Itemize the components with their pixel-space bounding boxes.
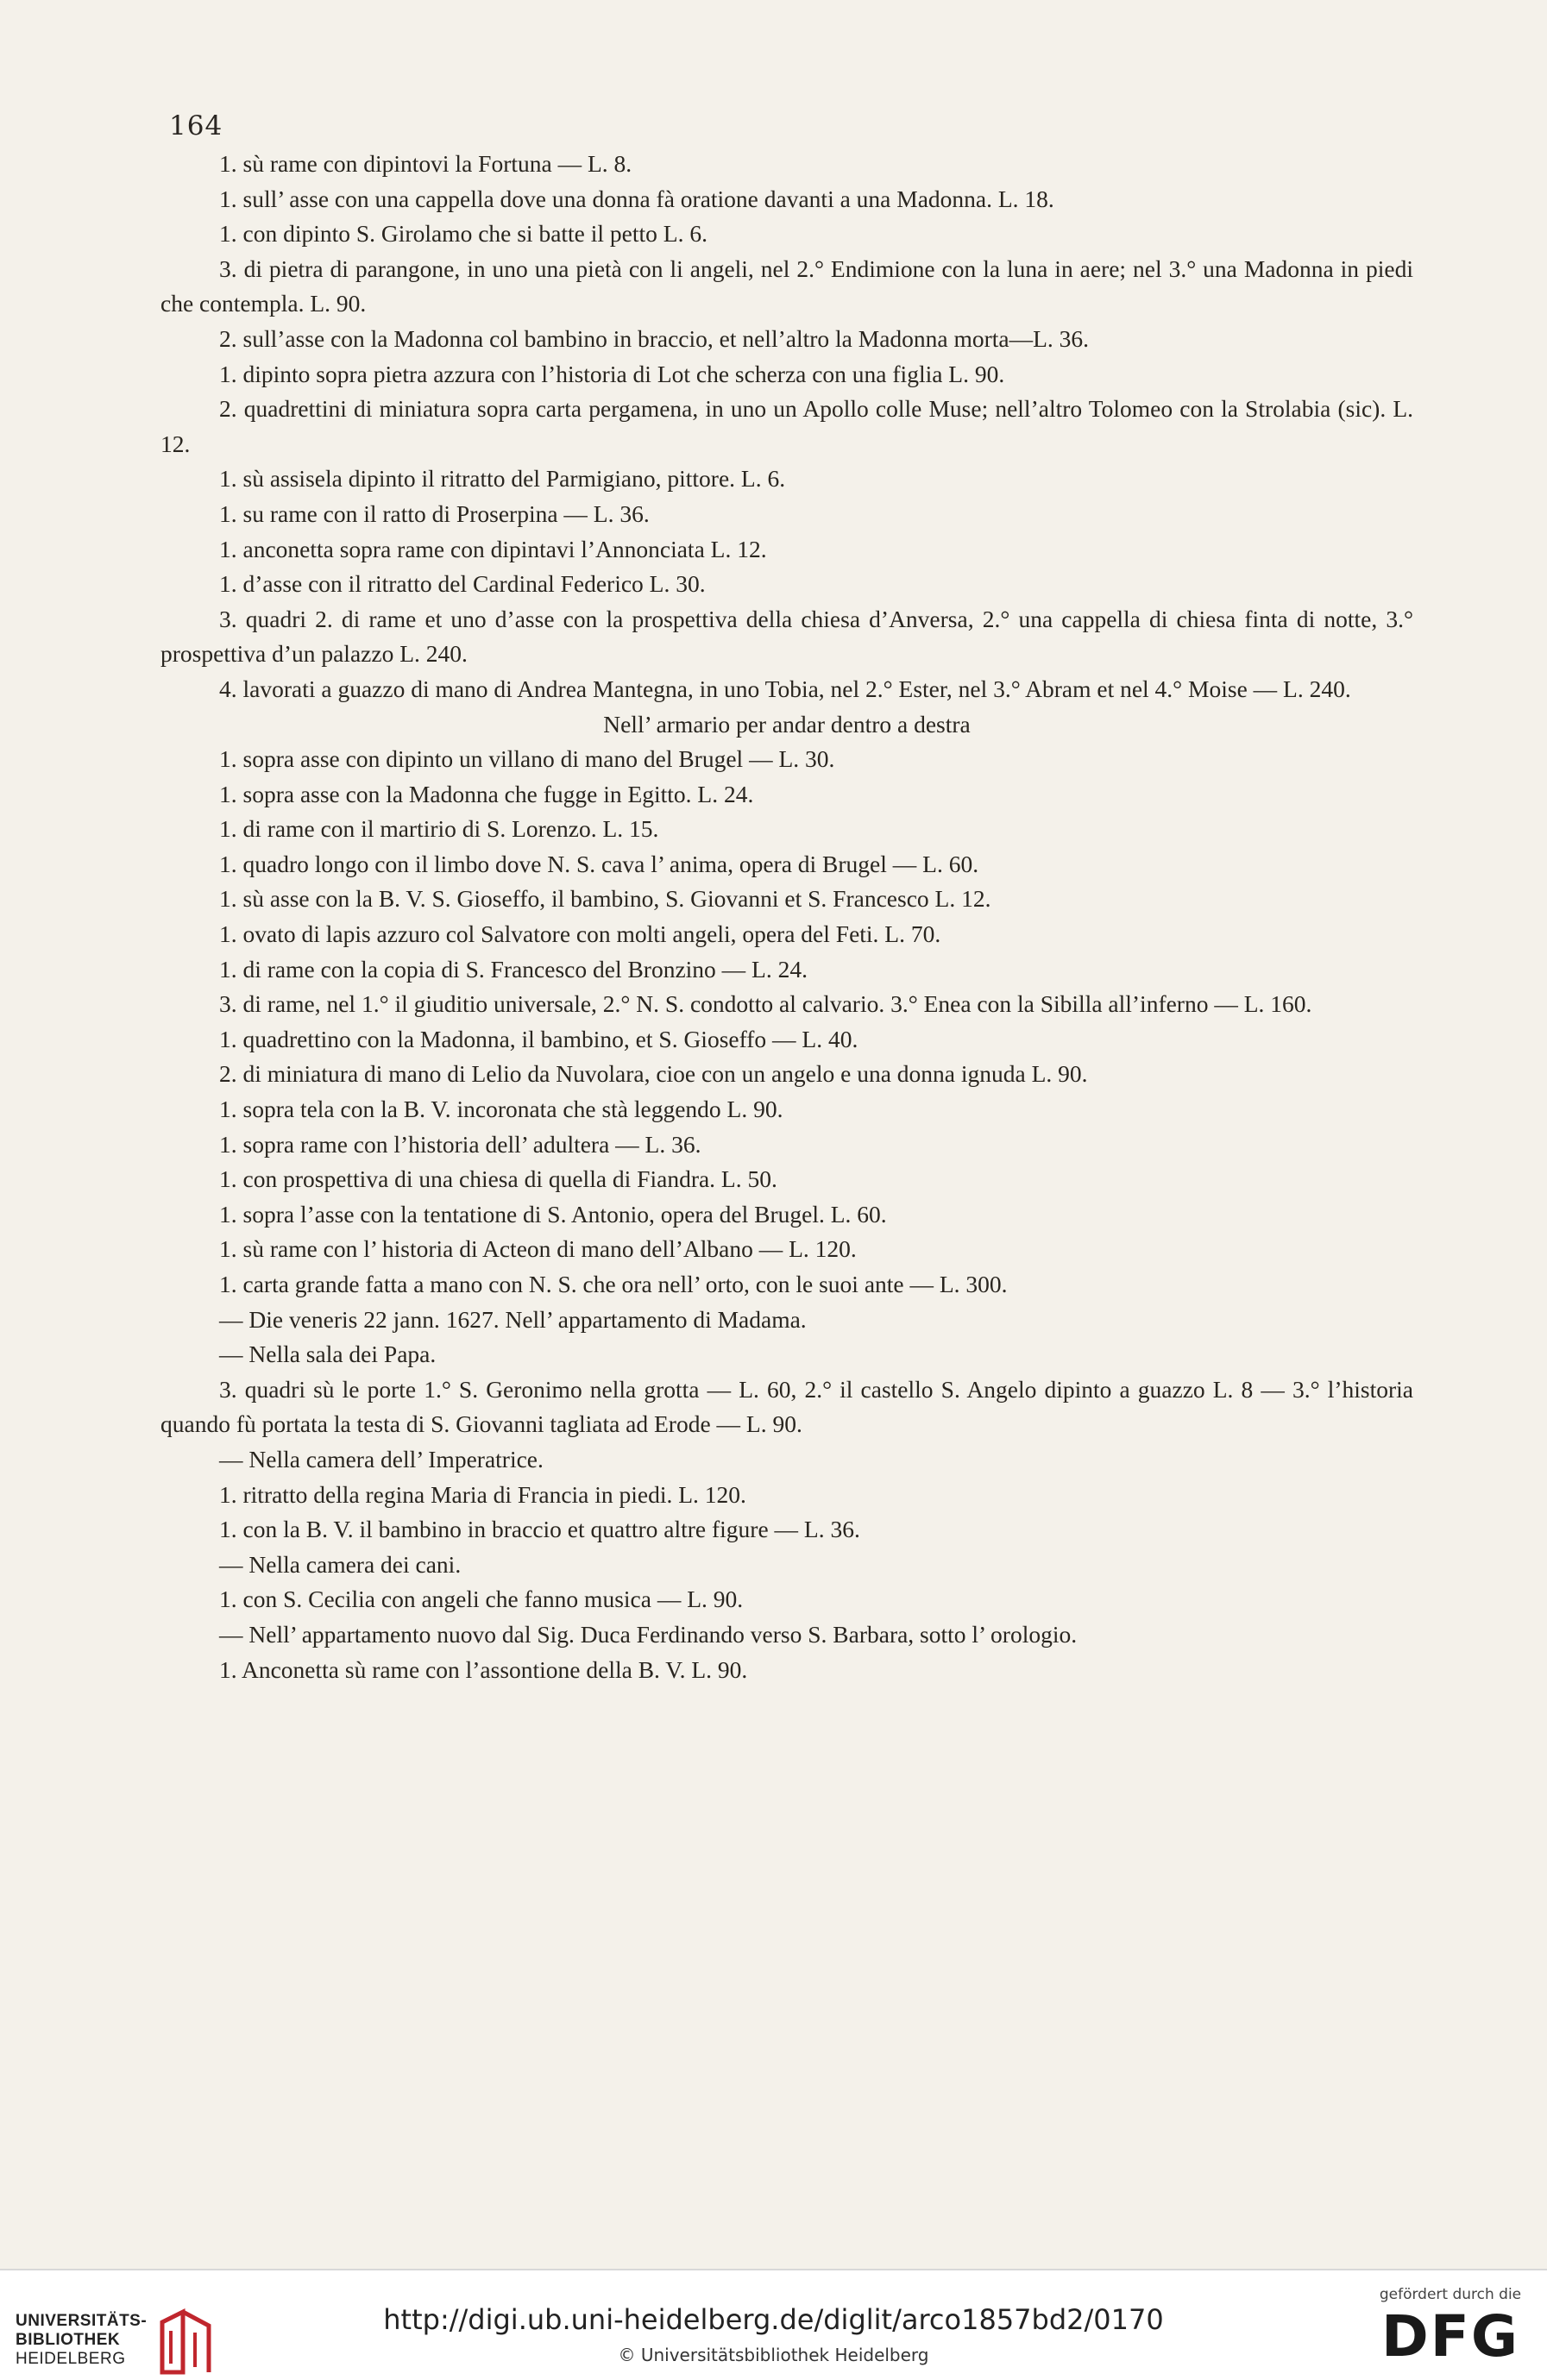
inventory-entry: 1. sopra asse con la Madonna che fugge in Egitto. L. 24. <box>219 780 754 807</box>
inventory-entry: 4. lavorati a guazzo di mano di Andrea Mantegna, in uno Tobia, nel 2.° Ester, nel 3.° Abram et nel 4.° Moise — L. 240. <box>219 675 1351 702</box>
inventory-entry: 1. sull’ asse con una cappella dove una donna fà oratione davanti a una Madonna. L. 18. <box>219 185 1054 212</box>
inventory-entry: 3. di rame, nel 1.° il giuditio universale, 2.° N. S. condotto al calvario. 3.° Enea con la Sibilla all’inferno — L. 160. <box>219 990 1312 1018</box>
inventory-entry: 1. sopra asse con dipinto un villano di mano del Brugel — L. 30. <box>219 745 835 773</box>
inventory-entry: 1. d’asse con il ritratto del Cardinal Federico L. 30. <box>219 570 706 598</box>
dfg-logo[interactable]: DFG <box>1380 2303 1520 2370</box>
inventory-entry: 1. Anconetta sù rame con l’assontione della B. V. L. 90. <box>219 1655 748 1683</box>
inventory-entry: 3. quadri sù le porte 1.° S. Geronimo nella grotta — L. 60, 2.° il castello S. Angelo dipinto a guazzo L. 8 — 3.° l’historia quando fù portata la testa di S. Giovanni tagliata ad Erode — L. 90. <box>160 1375 1413 1438</box>
funding-caption: gefördert durch die <box>1379 2286 1522 2303</box>
inventory-entry: 2. quadrettini di miniatura sopra carta pergamena, in uno un Apollo colle Muse; nell’altro Tolomeo con la Strolabia (sic). L. 12. <box>160 395 1413 457</box>
inventory-entry: 1. dipinto sopra pietra azzura con l’historia di Lot che scherza con una figlia L. 90. <box>219 360 1005 387</box>
footer-divider <box>0 2269 1547 2270</box>
inventory-entry: 1. anconetta sopra rame con dipintavi l’Annonciata L. 12. <box>219 535 767 562</box>
library-name-line2: BIBLIOTHEK <box>16 2331 121 2349</box>
inventory-entry: 1. sopra l’asse con la tentatione di S. Antonio, opera del Brugel. L. 60. <box>219 1200 887 1228</box>
inventory-entry: 1. su rame con il ratto di Proserpina — L. 36. <box>219 499 650 527</box>
section-subhead: — Nella sala dei Papa. <box>219 1341 437 1368</box>
inventory-entry: 1. ritratto della regina Maria di Francia in piedi. L. 120. <box>219 1480 746 1508</box>
inventory-entry: 1. quadrettino con la Madonna, il bambino, et S. Gioseffo — L. 40. <box>219 1025 858 1052</box>
page-number: 164 <box>169 110 223 141</box>
inventory-entry: 1. quadro longo con il limbo dove N. S. cava l’ anima, opera di Brugel — L. 60. <box>219 850 979 877</box>
inventory-entry: 1. sù rame con dipintovi la Fortuna — L. 8. <box>219 150 632 177</box>
inventory-entry: 1. ovato di lapis azzuro col Salvatore con molti angeli, opera del Feti. L. 70. <box>219 920 941 948</box>
permalink-url[interactable]: http://digi.ub.uni-heidelberg.de/diglit/arco1857bd2/0170 <box>383 2303 1164 2336</box>
inventory-entry: 1. con S. Cecilia con angeli che fanno musica — L. 90. <box>219 1586 744 1613</box>
inventory-entry: 1. sù rame con l’ historia di Acteon di mano dell’Albano — L. 120. <box>219 1235 857 1263</box>
section-heading: Nell’ armario per andar dentro a destra <box>603 710 971 738</box>
section-subhead: — Die veneris 22 jann. 1627. Nell’ appartamento di Madama. <box>219 1305 807 1333</box>
inventory-entry: 1. sù asse con la B. V. S. Gioseffo, il bambino, S. Giovanni et S. Francesco L. 12. <box>219 885 991 913</box>
copyright-notice: © Universitätsbibliothek Heidelberg <box>618 2345 929 2365</box>
inventory-entry: 1. di rame con la copia di S. Francesco del Bronzino — L. 24. <box>219 955 808 983</box>
inventory-entry: 3. quadri 2. di rame et uno d’asse con la prospettiva della chiesa d’Anversa, 2.° una cappella di chiesa finta di notte, 3.° prospettiva d’un palazzo L. 240. <box>160 605 1413 668</box>
inventory-entry: 2. sull’asse con la Madonna col bambino in braccio, et nell’altro la Madonna morta—L. 36. <box>219 324 1090 352</box>
inventory-entry: 1. con dipinto S. Girolamo che si batte il petto L. 6. <box>219 220 707 248</box>
inventory-entry: 1. con la B. V. il bambino in braccio et quattro altre figure — L. 36. <box>219 1516 860 1543</box>
inventory-entry: 3. di pietra di parangone, in uno una pietà con li angeli, nel 2.° Endimione con la luna in aere; nel 3.° una Madonna in piedi che contempla. L. 90. <box>160 254 1413 317</box>
section-subhead: — Nella camera dei cani. <box>219 1550 462 1578</box>
viewer-footer <box>0 2269 1547 2380</box>
section-subhead: — Nella camera dell’ Imperatrice. <box>219 1445 544 1473</box>
inventory-entry: 1. sopra rame con l’historia dell’ adultera — L. 36. <box>219 1130 701 1158</box>
inventory-entry: 1. sopra tela con la B. V. incoronata che stà leggendo L. 90. <box>219 1096 783 1123</box>
library-name-line1: UNIVERSITÄTS- <box>16 2312 148 2330</box>
inventory-entry: 2. di miniatura di mano di Lelio da Nuvolara, cioe con un angelo e una donna ignuda L. 90. <box>219 1060 1088 1088</box>
inventory-entry: 1. carta grande fatta a mano con N. S. che ora nell’ orto, con le suoi ante — L. 300. <box>219 1271 1008 1297</box>
inventory-entry: 1. con prospettiva di una chiesa di quella di Fiandra. L. 50. <box>219 1165 777 1193</box>
inventory-text <box>160 147 1413 1687</box>
section-subhead: — Nell’ appartamento nuovo dal Sig. Duca Ferdinando verso S. Barbara, sotto l’ orologio. <box>219 1620 1078 1648</box>
library-name-line3: HEIDELBERG <box>16 2350 126 2368</box>
inventory-entry: 1. sù assisela dipinto il ritratto del Parmigiano, pittore. L. 6. <box>219 465 786 493</box>
inventory-entry: 1. di rame con il martirio di S. Lorenzo. L. 15. <box>219 815 659 843</box>
